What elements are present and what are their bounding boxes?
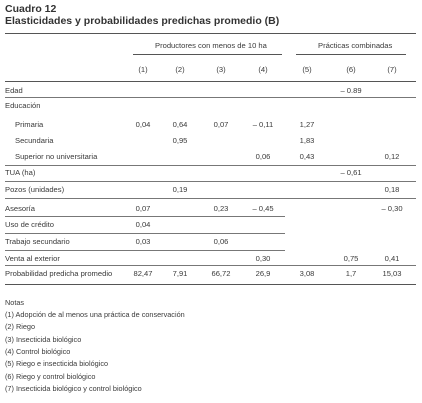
table-title: Elasticidades y probabilidades predichas promedio (B) [5, 15, 280, 27]
note-item: (6) Riego y control biológico [5, 371, 96, 381]
row-label: Trabajo secundario [5, 237, 70, 246]
table-cell: – 0,45 [252, 204, 274, 213]
column-header: (7) [387, 65, 397, 74]
column-header: (4) [258, 65, 268, 74]
column-header: (2) [175, 65, 185, 74]
column-header: (5) [302, 65, 312, 74]
group-rule-right [296, 54, 406, 55]
table-cell: 66,72 [211, 269, 231, 278]
header-rule [5, 81, 416, 82]
row-separator [5, 233, 285, 234]
row-label: Primaria [15, 120, 44, 129]
row-label: Asesoría [5, 204, 35, 213]
table-cell: 0,04 [135, 220, 151, 229]
table-cell: – 0.89 [340, 86, 362, 95]
table-cell: 7,91 [172, 269, 188, 278]
table-cell: 0,18 [384, 185, 400, 194]
note-item: (5) Riego e insecticida biológico [5, 359, 109, 369]
row-separator [5, 216, 285, 217]
row-separator [5, 97, 416, 98]
bottom-rule [5, 284, 416, 285]
table-cell: 0,43 [299, 152, 315, 161]
row-separator [5, 198, 416, 199]
row-label: Superior no universitaria [15, 152, 98, 161]
column-header: (6) [346, 65, 356, 74]
table-cell: 1,7 [345, 269, 357, 278]
row-label: Educación [5, 101, 41, 110]
row-label: TUA (ha) [5, 168, 36, 177]
row-separator [5, 265, 416, 266]
column-header: (3) [216, 65, 226, 74]
table-cell: 0,04 [135, 120, 151, 129]
table-cell: 0,75 [343, 254, 359, 263]
table-cell: – 0,11 [252, 120, 274, 129]
row-label: Uso de crédito [5, 220, 54, 229]
row-separator [5, 250, 285, 251]
table-cell: 3,08 [299, 269, 315, 278]
note-item: (2) Riego [5, 322, 36, 332]
note-item: (7) Insecticida biológico y control biológico [5, 383, 142, 393]
table-cell: 0,03 [135, 237, 151, 246]
notes-heading: Notas [5, 298, 25, 307]
group-header-combined-practices: Prácticas combinadas [318, 41, 393, 50]
table-cell: 0,06 [255, 152, 271, 161]
table-cell: 82,47 [133, 269, 153, 278]
table-cell: – 0,30 [381, 204, 403, 213]
row-label: Edad [5, 86, 23, 95]
row-label: Pozos (unidades) [5, 185, 65, 194]
top-rule [5, 33, 416, 34]
table-cell: 0,95 [172, 136, 188, 145]
column-header: (1) [138, 65, 148, 74]
table-cell: 0,30 [255, 254, 271, 263]
row-label: Venta al exterior [5, 254, 60, 263]
row-separator [5, 165, 416, 166]
note-item: (3) Insecticida biológico [5, 334, 82, 344]
table-cell: 0,64 [172, 120, 188, 129]
table-cell: 0,07 [213, 120, 229, 129]
table-cell: 1,83 [299, 136, 315, 145]
group-header-small-producers: Productores con menos de 10 ha [155, 41, 267, 50]
table-cell: – 0,61 [340, 168, 362, 177]
table-number: Cuadro 12 [5, 3, 57, 15]
group-rule-left [133, 54, 282, 55]
row-separator [5, 181, 416, 182]
table-cell: 15,03 [382, 269, 402, 278]
note-item: (4) Control biológico [5, 346, 71, 356]
table-cell: 0,12 [384, 152, 400, 161]
note-item: (1) Adopción de al menos una práctica de conservación [5, 310, 185, 319]
row-label: Probabilidad predicha promedio [5, 269, 113, 278]
table-cell: 0,07 [135, 204, 151, 213]
table-cell: 0,41 [384, 254, 400, 263]
row-label: Secundaria [15, 136, 54, 145]
table-cell: 1,27 [299, 120, 315, 129]
table-cell: 26,9 [255, 269, 271, 278]
table-cell: 0,06 [213, 237, 229, 246]
table-cell: 0,23 [213, 204, 229, 213]
table-cell: 0,19 [172, 185, 188, 194]
